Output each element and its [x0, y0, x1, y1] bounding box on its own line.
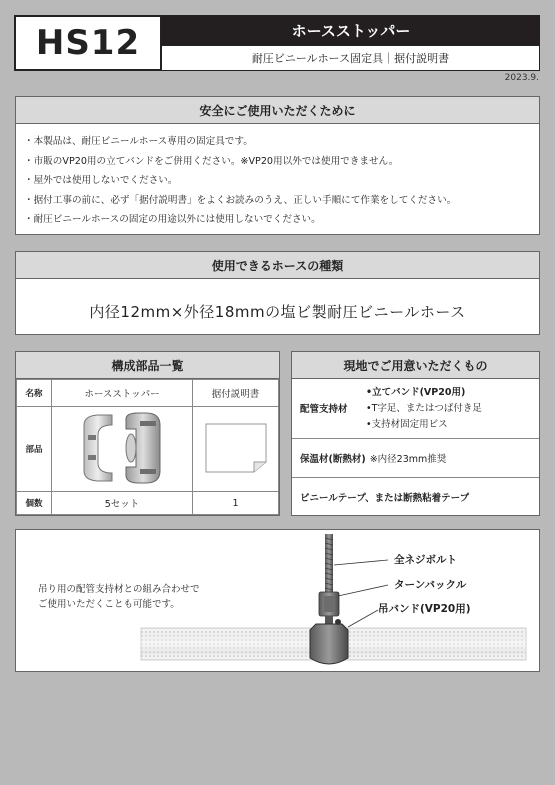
parts-panel: [15, 351, 280, 516]
issue-date: 2023.9.: [504, 73, 539, 83]
row-label-name: 名称: [17, 380, 52, 407]
support-item: •支持材固定用ビス: [366, 419, 448, 430]
turnbuckle-label: ターンバックル: [394, 579, 467, 591]
part-name: 据付説明書: [193, 380, 279, 407]
insulation-row: [292, 439, 539, 478]
note-line: ご使用いただくことも可能です。: [38, 599, 180, 610]
hose-type-panel: [15, 251, 540, 335]
hanger-band-label: 吊バンド(VP20用): [378, 603, 471, 615]
tape-row: ビニールテープ、または断熱粘着テープ: [300, 493, 470, 504]
safety-item: ・屋外では使用しないでください。: [24, 175, 178, 186]
safety-item: ・市販のVP20用の立てバンドをご併用ください。※VP20用以外では使用できません。: [24, 155, 399, 167]
note-line: 吊り用の配管支持材との組み合わせで: [38, 584, 200, 595]
safety-item: ・本製品は、耐圧ビニールホース専用の固定具です。: [24, 136, 253, 147]
row-label-qty: 個数: [17, 492, 52, 515]
bolt-label: 全ネジボルト: [394, 554, 457, 566]
document-icon: [204, 422, 268, 474]
safety-item: ・据付工事の前に、必ず「据付説明書」をよくお読みのうえ、正しい手順にて作業をしてください。: [24, 194, 457, 206]
part-name: ホースストッパー: [52, 380, 193, 407]
support-label: 配管支持材: [300, 404, 348, 415]
document-subtitle: 耐圧ビニールホース固定具｜据付説明書: [162, 45, 540, 71]
safety-heading: 安全にご使用いただくために: [16, 97, 539, 124]
insulation-label: 保温材(断熱材): [300, 454, 366, 465]
row-label-part: 部品: [17, 407, 52, 492]
product-title: ホースストッパー: [162, 15, 540, 45]
safety-item: ・耐圧ビニールホースの固定の用途以外には使用しないでください。: [24, 214, 321, 225]
parts-heading: 構成部品一覧: [16, 352, 279, 379]
support-row: [292, 379, 539, 439]
hose-stopper-image: [52, 407, 193, 492]
support-item: •T字足、またはつば付き足: [366, 403, 482, 414]
part-qty: 5セット: [52, 492, 193, 515]
parts-table: [16, 379, 279, 515]
hose-type-heading: 使用できるホースの種類: [16, 252, 539, 279]
illustration-panel: [15, 529, 540, 672]
prep-heading: 現地でご用意いただくもの: [292, 352, 539, 379]
support-list: [366, 385, 482, 433]
support-item: •立てバンド(VP20用): [366, 387, 466, 398]
safety-list: [16, 124, 539, 230]
model-number: HS12: [14, 15, 162, 71]
insulation-note: ※内径23mm推奨: [369, 454, 447, 465]
safety-panel: [15, 96, 540, 235]
part-qty: 1: [193, 492, 279, 515]
hose-type-text: 内径12mm×外径18mmの塩ビ製耐圧ビニールホース: [89, 303, 466, 321]
manual-image: [193, 407, 279, 492]
prep-panel: [291, 351, 540, 516]
hose-stopper-icon: [74, 411, 170, 485]
